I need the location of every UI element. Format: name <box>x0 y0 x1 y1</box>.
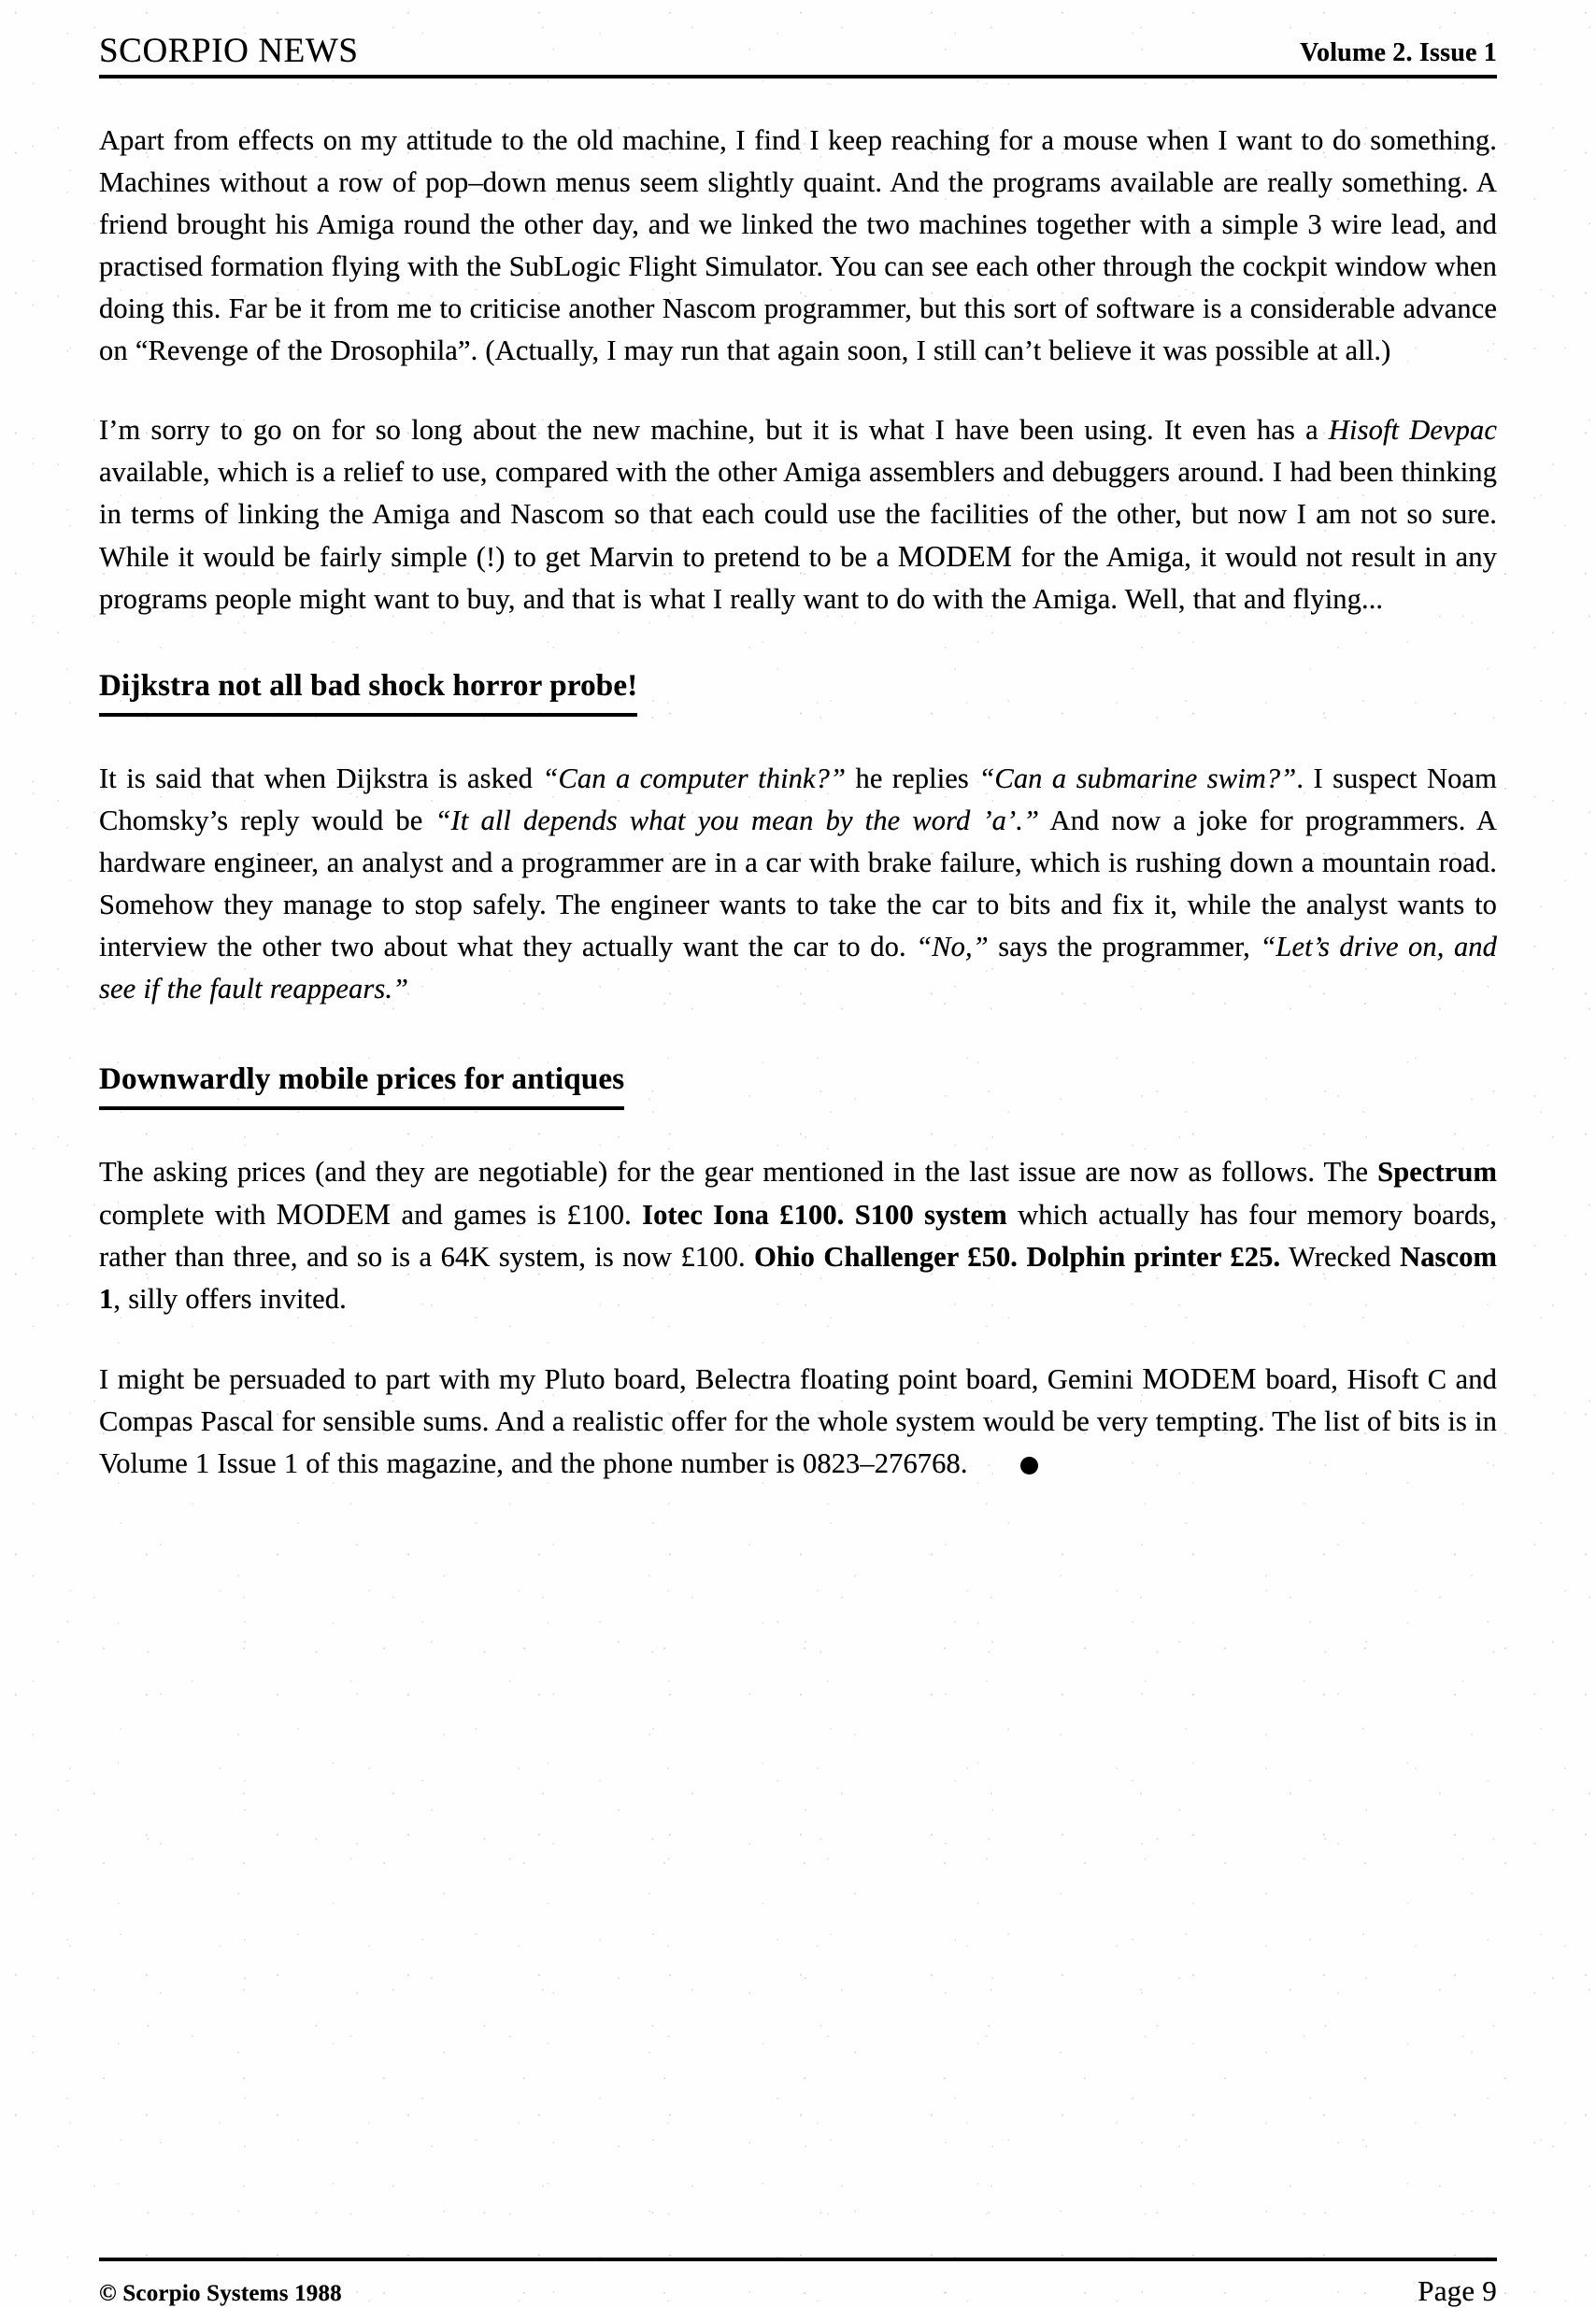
paragraph <box>99 1151 1497 1320</box>
article-body <box>99 120 1497 1485</box>
section-heading-wrapper <box>99 1062 1497 1110</box>
text-run: which actually has four memory boards, rather than three, and so is a 64K system, is now £100. <box>99 1198 1497 1273</box>
text-run: Wrecked <box>1280 1240 1401 1273</box>
masthead-rule <box>99 75 1497 78</box>
text-run: for the Amiga, it would not result in any programs people might want to buy, and that is what I really want to do with the Amiga. Well, that and flying... <box>99 541 1497 615</box>
italic-run: “It all depends what you mean by the word ’a’.” <box>435 804 1040 836</box>
bold-run: Ohio Challenger £50. Dolphin printer £25. <box>754 1240 1281 1273</box>
copyright-notice: © Scorpio Systems 1988 <box>99 2281 342 2306</box>
text-run: complete with <box>99 1198 277 1231</box>
small-caps-run: MODEM <box>897 540 1013 573</box>
masthead-title: SCORPIO NEWS <box>99 32 359 70</box>
section-heading-wrapper <box>99 669 1497 717</box>
paragraph <box>99 120 1497 372</box>
paragraph <box>99 1358 1497 1485</box>
small-caps-run: MODEM <box>1142 1361 1257 1395</box>
end-mark-spacer <box>968 1447 1014 1479</box>
text-run: , silly offers invited. <box>113 1282 347 1315</box>
page-number: Page 9 <box>1418 2274 1497 2307</box>
text-run: The asking prices (and they are negotiable) for the gear mentioned in the last issue are now as follows. The <box>99 1155 1378 1188</box>
italic-run: Hisoft Devpac <box>1328 414 1497 446</box>
text-run: I’m sorry to go on for so long about the new machine, but it is what I have been using. It even has a <box>99 414 1329 446</box>
italic-run: “Can a submarine swim?” <box>978 762 1297 794</box>
text-run: I might be persuaded to part with my Pluto board, Belectra floating point board, Gemini <box>99 1362 1143 1395</box>
section-heading-dijkstra: Dijkstra not all bad shock horror probe! <box>99 669 637 717</box>
text-run: It is said that when Dijkstra is asked <box>99 762 543 794</box>
bold-run: Nascom 1 <box>99 1240 1498 1315</box>
masthead <box>99 0 1497 68</box>
text-run: board, Hisoft C and Compas Pascal for sensible sums. And a realistic offer for the whole system would be very tempting. The list of bits is in Volume 1 Issue 1 of this magazine, and the phone number is 0823–276768. <box>99 1362 1497 1479</box>
bold-run: Spectrum <box>1377 1155 1497 1188</box>
section-heading-prices: Downwardly mobile prices for antiques <box>99 1062 624 1110</box>
text-run: says the programmer, <box>988 930 1261 962</box>
bold-run: Iotec Iona £100. S100 system <box>642 1198 1007 1231</box>
paragraph <box>99 409 1497 620</box>
text-run: . I suspect Noam Chomsky’s reply would be <box>99 762 1497 836</box>
italic-run: “No,” <box>916 930 989 962</box>
end-of-article-bullet <box>1020 1457 1038 1475</box>
page-footer <box>99 2258 1497 2308</box>
small-caps-run: MODEM <box>276 1197 392 1231</box>
italic-run: “Let’s drive on, and see if the fault reappears.” <box>99 930 1497 1004</box>
text-run: he replies <box>846 762 979 794</box>
masthead-issue: Volume 2. Issue 1 <box>1300 38 1497 67</box>
text-run: Apart from effects on my attitude to the old machine, I find I keep reaching for a mouse when I want to do something. Machines without a row of pop–down menus seem slightly quaint. And the programs available are really something. A friend brought his Amiga round the other day, and we linked the two machines together with a simple 3 wire lead, and practised formation flying with the SubLogic Flight Simulator. You can see each other through the cockpit window when doing this. Far be it from me to criticise another Nascom programmer, but this sort of software is a considerable advance on “Revenge of the Drosophila”. (Actually, I may run that again soon, I still can’t believe it was possible at all.) <box>99 124 1497 366</box>
text-run: and games is £100. <box>391 1198 643 1231</box>
text-run: available, which is a relief to use, compared with the other Amiga assemblers and debuggers around. I had been thinking in terms of linking the Amiga and Nascom so that each could use the facilities of the other, but now I am not so sure. While it would be fairly simple (!) to get Marvin to pretend to be a <box>99 456 1497 573</box>
italic-run: “Can a computer think?” <box>542 762 847 794</box>
paragraph <box>99 758 1497 1010</box>
text-run: And now a joke for programmers. A hardware engineer, an analyst and a programmer are in a car with brake failure, which is rushing down a mountain road. Somehow they manage to stop safely. The engineer wants to take the car to bits and fix it, while the analyst wants to interview the other two about what they actually want the car to do. <box>99 804 1497 962</box>
